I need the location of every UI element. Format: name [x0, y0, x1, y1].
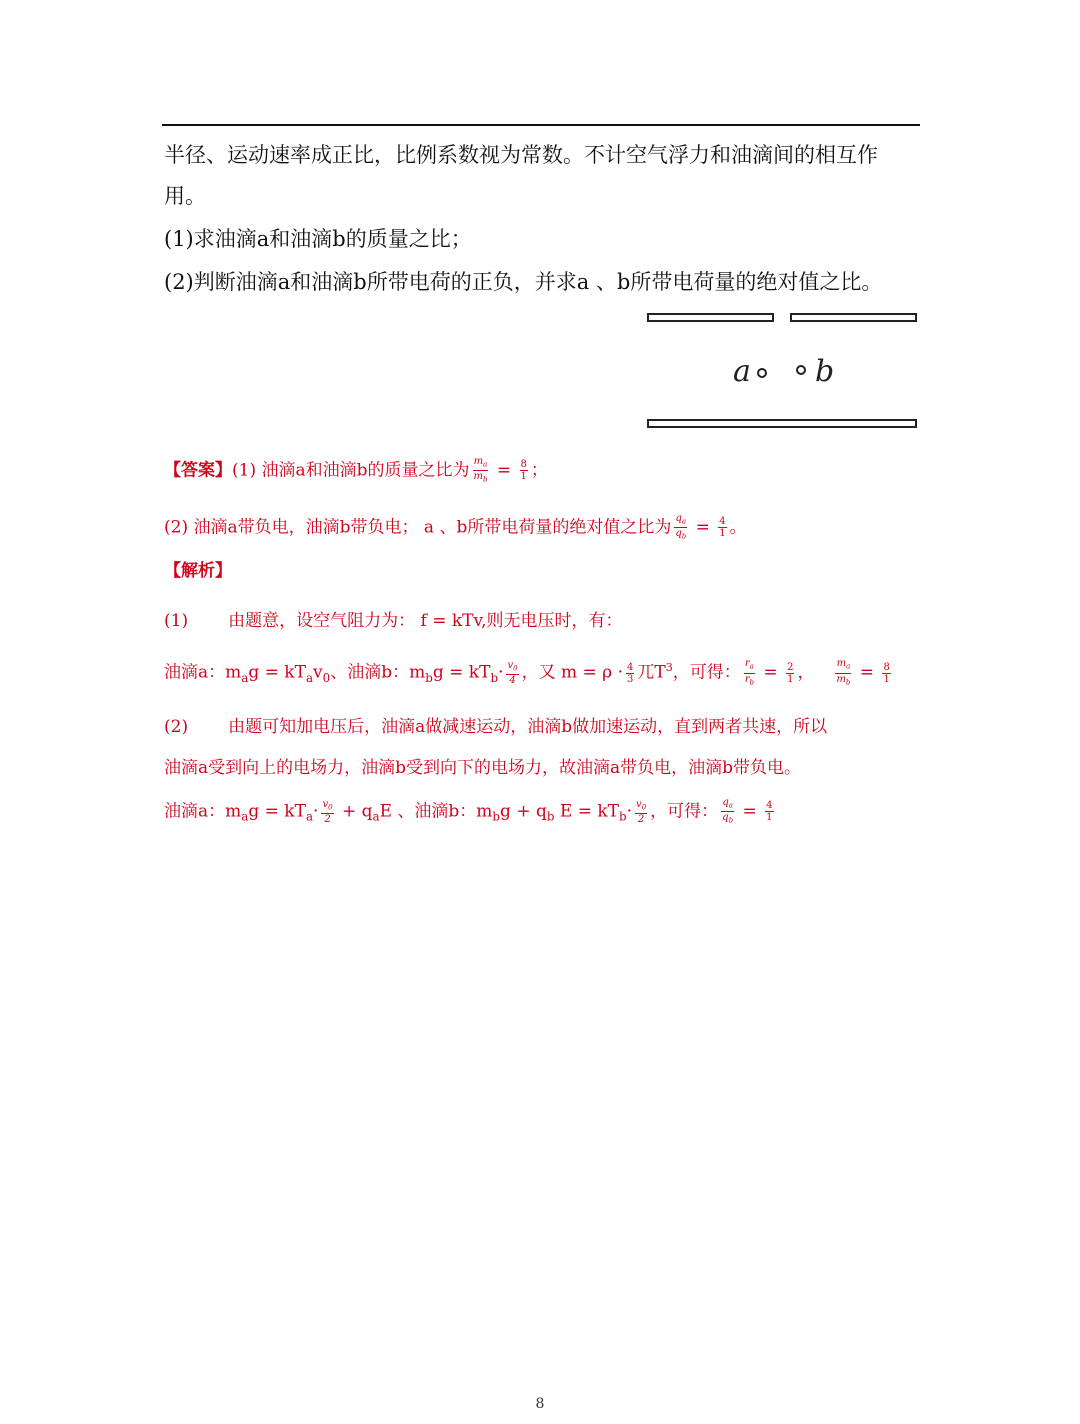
oil-drop-b: [796, 365, 806, 375]
analysis-part-2: (2) 由题可知加电压后，油滴a做减速运动，油滴b做加速运动，直到两者共速，所以: [164, 717, 828, 737]
oil-drop-a: [757, 368, 767, 378]
drop-label-b: b: [815, 354, 835, 389]
answer-2-text: (2) 油滴a带负电，油滴b带负电； a 、b所带电荷量的绝对值之比为: [164, 517, 672, 538]
analysis-part-1: (1) 由题意，设空气阻力为： f = kTv,则无电压时，有：: [164, 611, 623, 631]
question-part-2: (2)判断油滴a和油滴b所带电荷的正负，并求a 、b所带电荷量的绝对值之比。: [164, 270, 883, 294]
answer-tag: 【答案】: [164, 460, 232, 481]
top-plate-left: [647, 313, 774, 322]
answer-line-2: (2) 油滴a带负电，油滴b带负电； a 、b所带电荷量的绝对值之比为 $\frac{q_a}{q_b}$ = $\frac{4}{1}$ 。: [164, 513, 747, 541]
header-rule: [162, 124, 920, 126]
bottom-plate: [647, 419, 917, 428]
analysis-tag: 【解析】: [164, 561, 232, 581]
page-number: 8: [535, 1396, 545, 1412]
question-part-1: (1)求油滴a和油滴b的质量之比；: [164, 227, 472, 251]
charge-ratio-value: $\frac{4}{1}$: [719, 516, 726, 540]
top-plate-right: [790, 313, 917, 322]
mass-ratio-fraction: $\frac{m_a}{m_b}$: [473, 456, 488, 484]
answer-1-text: (1) 油滴a和油滴b的质量之比为: [232, 460, 470, 481]
analysis-equation-2: 油滴a：$m_ag = kT_a\cdot$ $\frac{v_0}{2}$ + $q_aE$ 、油滴b：$m_bg + q_b$ $E = kT_b\cdot$ $\frac{v_0}{2}$ ，可得： $\frac{q_a}{q_b}$ = $\frac{4}{1}$: [164, 797, 773, 826]
charge-ratio-fraction: $\frac{q_a}{q_b}$: [675, 513, 687, 541]
analysis-part-2-line-2: 油滴a受到向上的电场力，油滴b受到向下的电场力，故油滴a带负电，油滴b带负电。: [164, 758, 802, 778]
drop-label-a: a: [733, 354, 751, 389]
answer-line-1: 【答案】(1) 油滴a和油滴b的质量之比为 $\frac{m_a}{m_b}$ = $\frac{8}{1}$ ；: [164, 456, 548, 484]
question-line-2: 用。: [164, 184, 206, 208]
analysis-equation-1: 油滴a：$m_ag = kT_av_0$、油滴b：$m_bg = kT_b\cdot$ $\frac{v_0}{4}$ ，又 m = ρ · $\frac{4}{3}$ 兀$T^3$，可得： $\frac{r_a}{r_b}$ = $\frac{2}{1}$ ， $\frac{m_a}{m_b}$ = $\frac{8}{1}$: [164, 658, 890, 687]
question-line-1: 半径、运动速率成正比，比例系数视为常数。不计空气浮力和油滴间的相互作: [164, 143, 878, 167]
mass-ratio-value: $\frac{8}{1}$: [520, 459, 527, 483]
